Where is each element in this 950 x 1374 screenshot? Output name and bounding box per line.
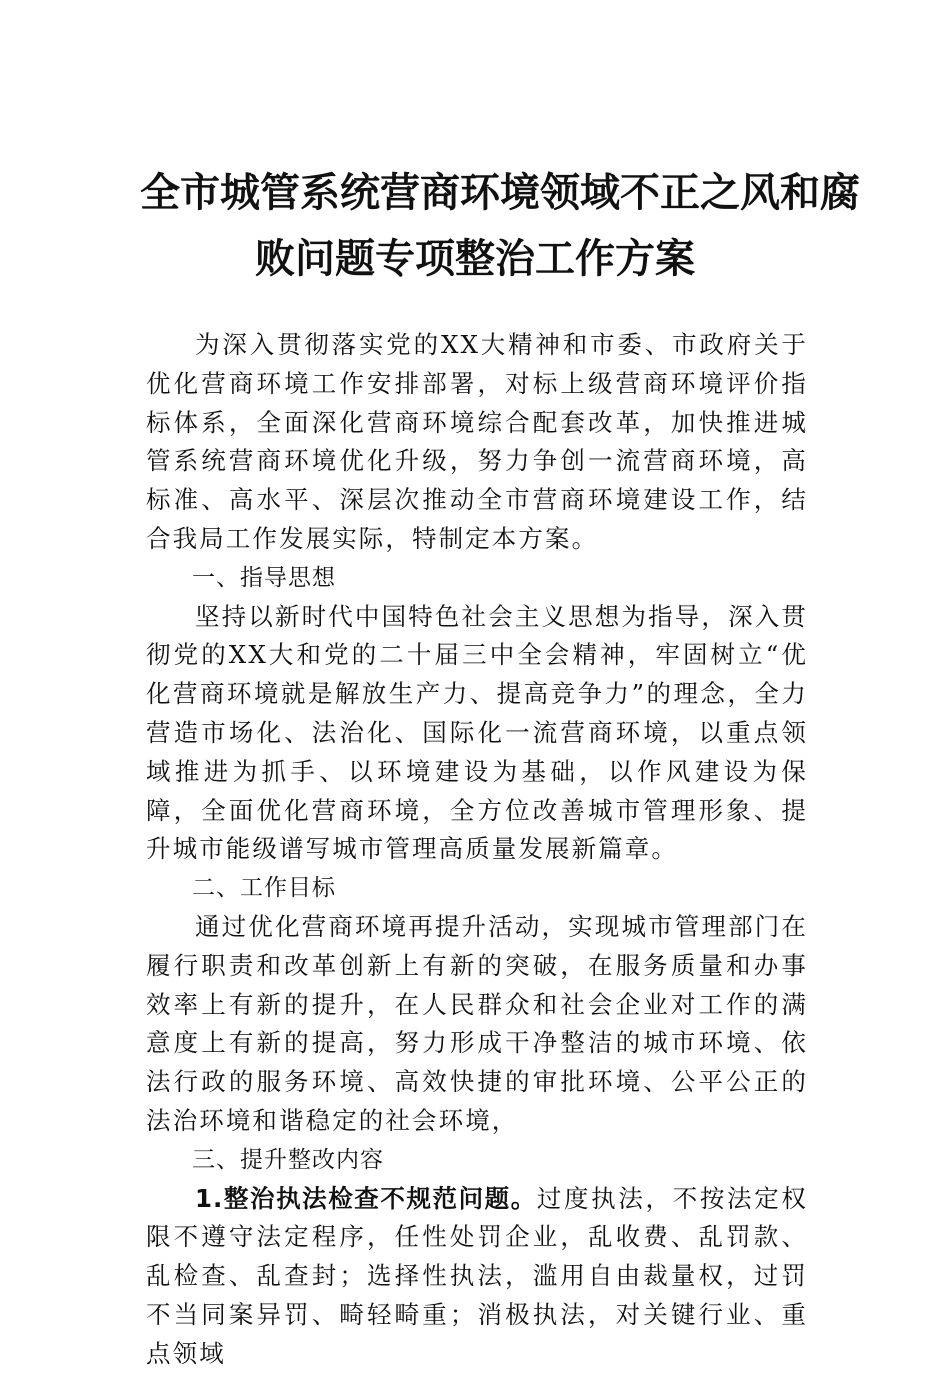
- section-heading-work-goals: 二、工作目标: [192, 875, 336, 902]
- work-goals-paragraph: 通过优化营商环境再提升活动，实现城市管理部门在履行职责和改革创新上有新的突破，在服务质量和办事效率上有新的提升，在人民群众和社会企业对工作的满意度上有新的提高，努力形成干净整洁的城市环境、依法行政的服务环境、高效快捷的审批环境、公平公正的法治环境和谐稳定的社会环境，: [146, 911, 808, 1135]
- item-1-paragraph: [146, 1180, 808, 1374]
- guiding-ideology-paragraph: 坚持以新时代中国特色社会主义思想为指导，深入贯彻党的XX大和党的二十届三中全会精神，牢固树立“优化营商环境就是解放生产力、提高竞争力”的理念，全力营造市场化、法治化、国际化一流营商环境，以重点领域推进为抓手、以环境建设为基础，以作风建设为保障，全面优化营商环境，全方位改善城市管理形象、提升城市能级谱写城市管理高质量发展新篇章。: [146, 601, 808, 864]
- document-title: [140, 160, 860, 292]
- document-body: [146, 326, 808, 1374]
- item-1-lead: 1.整治执法检查不规范问题。: [195, 1183, 537, 1213]
- title-line-2: 败问题专项整治工作方案: [255, 235, 695, 282]
- intro-paragraph: 为深入贯彻落实党的XX大精神和市委、市政府关于优化营商环境工作安排部署，对标上级营商环境评价指标体系，全面深化营商环境综合配套改革，加快推进城管系统营商环境优化升级，努力争创一流营商环境，高标准、高水平、深层次推动全市营商环境建设工作，结合我局工作发展实际，特制定本方案。: [146, 330, 808, 553]
- section-heading-guiding-ideology: 一、指导思想: [192, 564, 336, 591]
- title-line-1: 全市城管系统营商环境领域不正之风和腐: [140, 169, 860, 216]
- section-heading-rectification-content: 三、提升整改内容: [192, 1146, 384, 1173]
- item-1-body: 过度执法，不按法定权限不遵守法定程序，任性处罚企业，乱收费、乱罚款、乱检查、乱查封；选择性执法，滥用自由裁量权，过罚不当同案异罚、畸轻畸重；消极执法，对关键行业、重点领域: [146, 1183, 808, 1368]
